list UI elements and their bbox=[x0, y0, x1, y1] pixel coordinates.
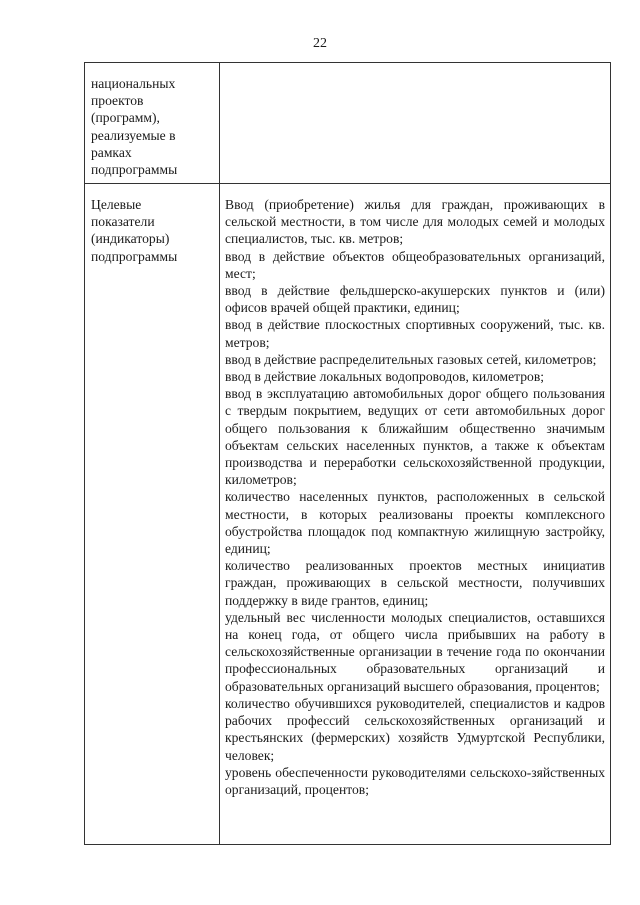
indicator-item: ввод в действие распределительных газовых сетей, километров; bbox=[225, 351, 597, 367]
label-cell-target-indicators bbox=[85, 184, 220, 845]
label-line: показатели bbox=[91, 214, 155, 230]
indicator-item: ввод в действие объектов общеобразовательных организаций, мест; bbox=[225, 248, 605, 281]
label-line: рамках bbox=[91, 144, 132, 160]
label-line: Целевые bbox=[91, 197, 142, 212]
program-passport-table bbox=[84, 62, 611, 845]
indicator-item: ввод в действие плоскостных спортивных сооружений, тыс. кв. метров; bbox=[225, 317, 605, 350]
indicator-item: ввод в эксплуатацию автомобильных дорог общего пользования с твердым покрытием, ведущих от сети автомобильных дорог общего пользования к ближайшим общественно значимым объектам сельских населенных пунктов, а также к объектам производства и переработки сельскохозяйственной продукции, километров; bbox=[225, 386, 605, 488]
label-line: национальных bbox=[91, 76, 176, 91]
page-number: 22 bbox=[313, 36, 327, 51]
indicator-item: количество населенных пунктов, расположенных в сельской местности, в которых реализованы проекты комплексного обустройства площадок под компактную жилищную застройку, единиц; bbox=[225, 489, 605, 557]
indicator-item: уровень обеспеченности руководителями сельскохо-зяйственных организаций, процентов; bbox=[225, 764, 605, 797]
indicator-item: количество реализованных проектов местных инициатив граждан, проживающих в сельской местности, получивших поддержку в виде грантов, единиц; bbox=[225, 558, 605, 608]
indicator-item: ввод в действие локальных водопроводов, километров; bbox=[225, 369, 545, 385]
value-cell-target-indicators bbox=[220, 184, 611, 845]
value-cell-national-projects bbox=[220, 63, 611, 184]
indicator-item: Ввод (приобретение) жилья для граждан, проживающих в сельской местности, в том числе для молодых семей и молодых специалистов, тыс. кв. метров; bbox=[225, 197, 605, 247]
label-line: подпрограммы bbox=[91, 248, 178, 264]
indicator-item: количество обучившихся руководителей, специалистов и кадров рабочих профессий сельскохозяйственных организаций и крестьянских (фермерских) хозяйств Удмуртской Республики, человек; bbox=[225, 695, 605, 763]
label-line: (индикаторы) bbox=[91, 231, 170, 247]
indicator-item: удельный вес численности молодых специалистов, оставшихся на конец года, от общего числа прибывших на работу в сельскохозяйственные организации в течение года по окончании профессиональных образовательных организаций и образовательных организаций высшего образования, процентов; bbox=[225, 609, 605, 694]
label-line: подпрограммы bbox=[91, 162, 178, 178]
label-line: (программ), bbox=[91, 110, 160, 126]
label-line: проектов bbox=[91, 93, 144, 109]
label-cell-national-projects bbox=[85, 63, 220, 184]
label-line: реализуемые в bbox=[91, 127, 176, 143]
indicator-item: ввод в действие фельдшерско-акушерских пунктов и (или) офисов врачей общей практики, единиц; bbox=[225, 283, 605, 316]
table-row-target-indicators bbox=[85, 184, 611, 845]
table-row-national-projects bbox=[85, 63, 611, 184]
